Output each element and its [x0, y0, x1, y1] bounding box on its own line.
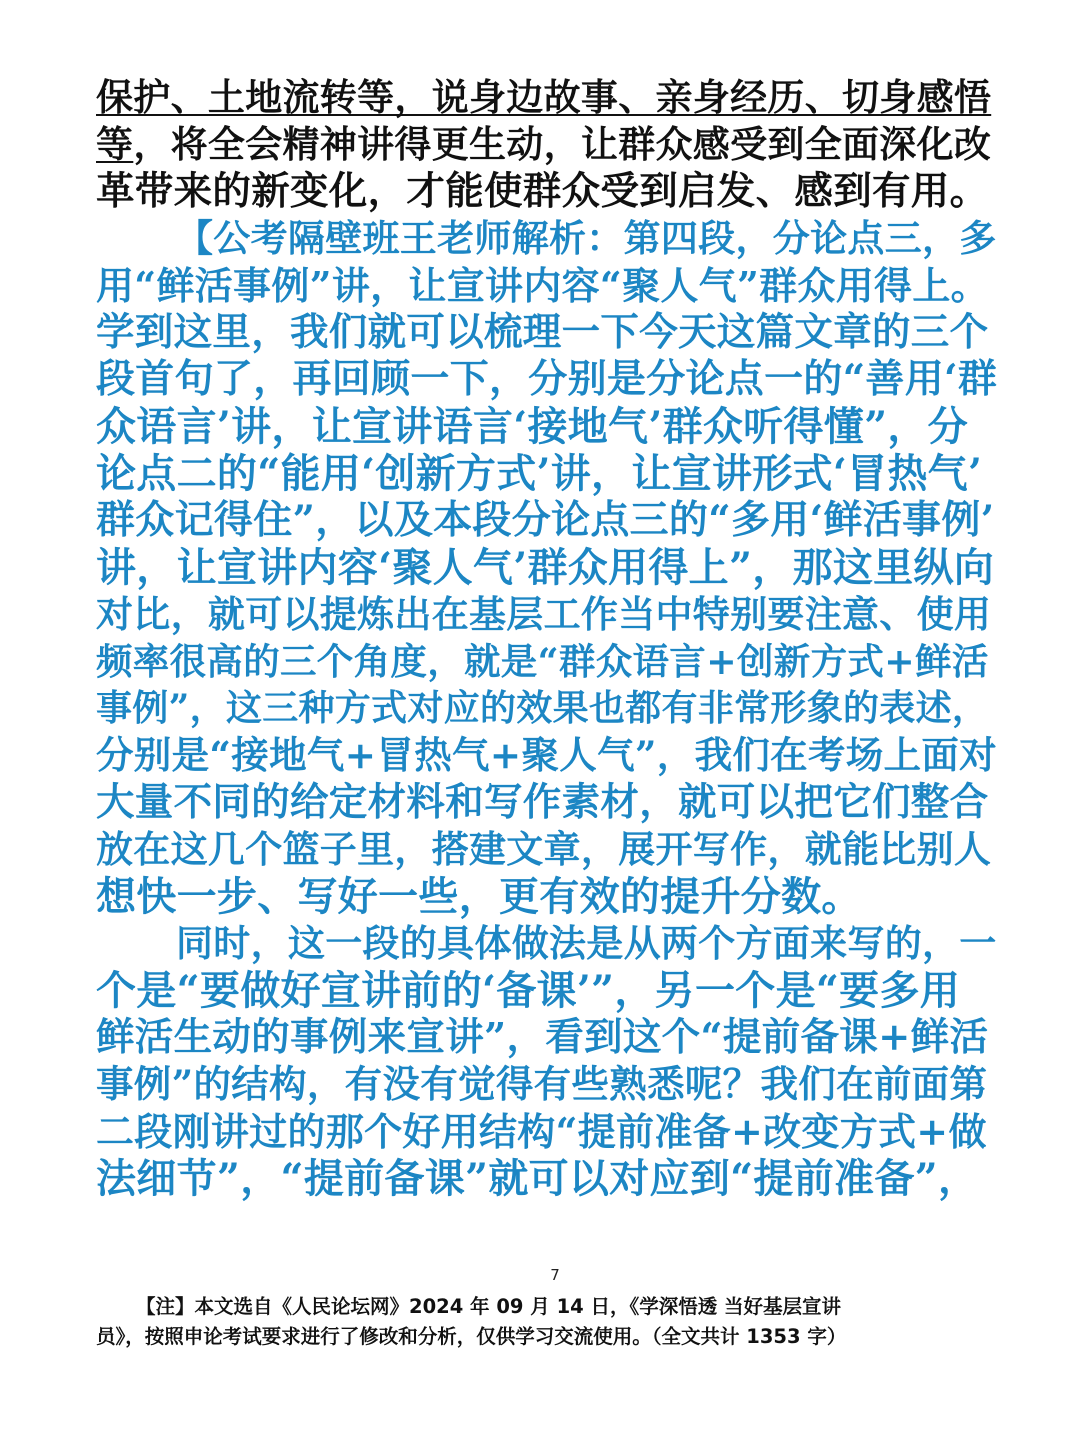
text-line-3: 革带来的新变化，才能使群众受到启发、感到有用。 — [96, 169, 989, 214]
analysis-line-18: 鲜活生动的事例来宣讲”，看到这个“提前备课+鲜活 — [96, 1015, 989, 1060]
analysis-line-14: 放在这几个篮子里，搭建文章，展开写作，就能比别人 — [96, 827, 992, 871]
text-line-2 — [96, 121, 996, 168]
analysis-line-10: 频率很高的三个角度，就是“群众语言+创新方式+鲜活 — [96, 640, 989, 683]
footnote — [96, 1292, 996, 1352]
analysis-line-3: 学到这里，我们就可以梳理一下今天这篇文章的三个 — [96, 310, 989, 355]
underlined-text: 等 — [96, 122, 134, 166]
analysis-line-16: 同时，这一段的具体做法是从两个方面来写的，一 — [176, 921, 997, 965]
analysis-line-19: 事例”的结构，有没有觉得有些熟悉呢？我们在前面第 — [96, 1062, 988, 1106]
analysis-line-11: 事例”，这三种方式对应的效果也都有非常形象的表述， — [96, 687, 989, 729]
analysis-line-1: 【公考隔壁班王老师解析：第四段，分论点三，多 — [176, 216, 997, 260]
analysis-line-12: 分别是“接地气+冒热气+聚人气”，我们在考场上面对 — [96, 733, 997, 777]
analysis-line-8: 讲，让宣讲内容‘聚人气’群众用得上”，那这里纵向 — [96, 544, 995, 591]
analysis-line-21: 法细节”，“提前备课”就可以对应到“提前准备”， — [96, 1155, 979, 1202]
analysis-line-9: 对比，就可以提炼出在基层工作当中特别要注意、使用 — [96, 592, 992, 636]
line-rest: ，将全会精神讲得更生动，让群众感受到全面深化改 — [133, 122, 992, 166]
analysis-line-2: 用“鲜活事例”讲，让宣讲内容“聚人气”群众用得上。 — [96, 263, 989, 308]
analysis-line-4: 段首句了，再回顾一下，分别是分论点一的“善用‘群 — [96, 356, 998, 402]
analysis-line-5: 众语言’讲，让宣讲语言‘接地气’群众听得懂”，分 — [96, 403, 968, 450]
page-number: 7 — [550, 1266, 560, 1284]
footnote-line-2: 员》，按照申论考试要求进行了修改和分析，仅供学习交流使用。（全文共计 1353 字） — [96, 1325, 847, 1348]
body-text — [96, 74, 996, 1202]
footnote-line-1: 【注】本文选自《人民论坛网》2024 年 09 月 14 日，《学深悟透 当好基层宣讲 — [136, 1295, 842, 1318]
analysis-line-15: 想快一步、写好一些，更有效的提升分数。 — [96, 873, 862, 920]
analysis-line-6: 论点二的“能用‘创新方式’讲，让宣讲形式‘冒热气’ — [96, 450, 983, 497]
analysis-line-20: 二段刚讲过的那个好用结构“提前准备+改变方式+做 — [96, 1109, 987, 1154]
underlined-text: 保护、土地流转等，说身边故事、亲身经历、切身感悟 — [96, 75, 992, 119]
text-line-1 — [96, 74, 996, 121]
analysis-line-17: 个是“要做好宣讲前的‘备课’”，另一个是“要多用 — [96, 967, 961, 1014]
analysis-line-7: 群众记得住”，以及本段分论点三的“多用‘鲜活事例’ — [96, 497, 995, 543]
analysis-line-13: 大量不同的给定材料和写作素材，就可以把它们整合 — [96, 780, 989, 825]
